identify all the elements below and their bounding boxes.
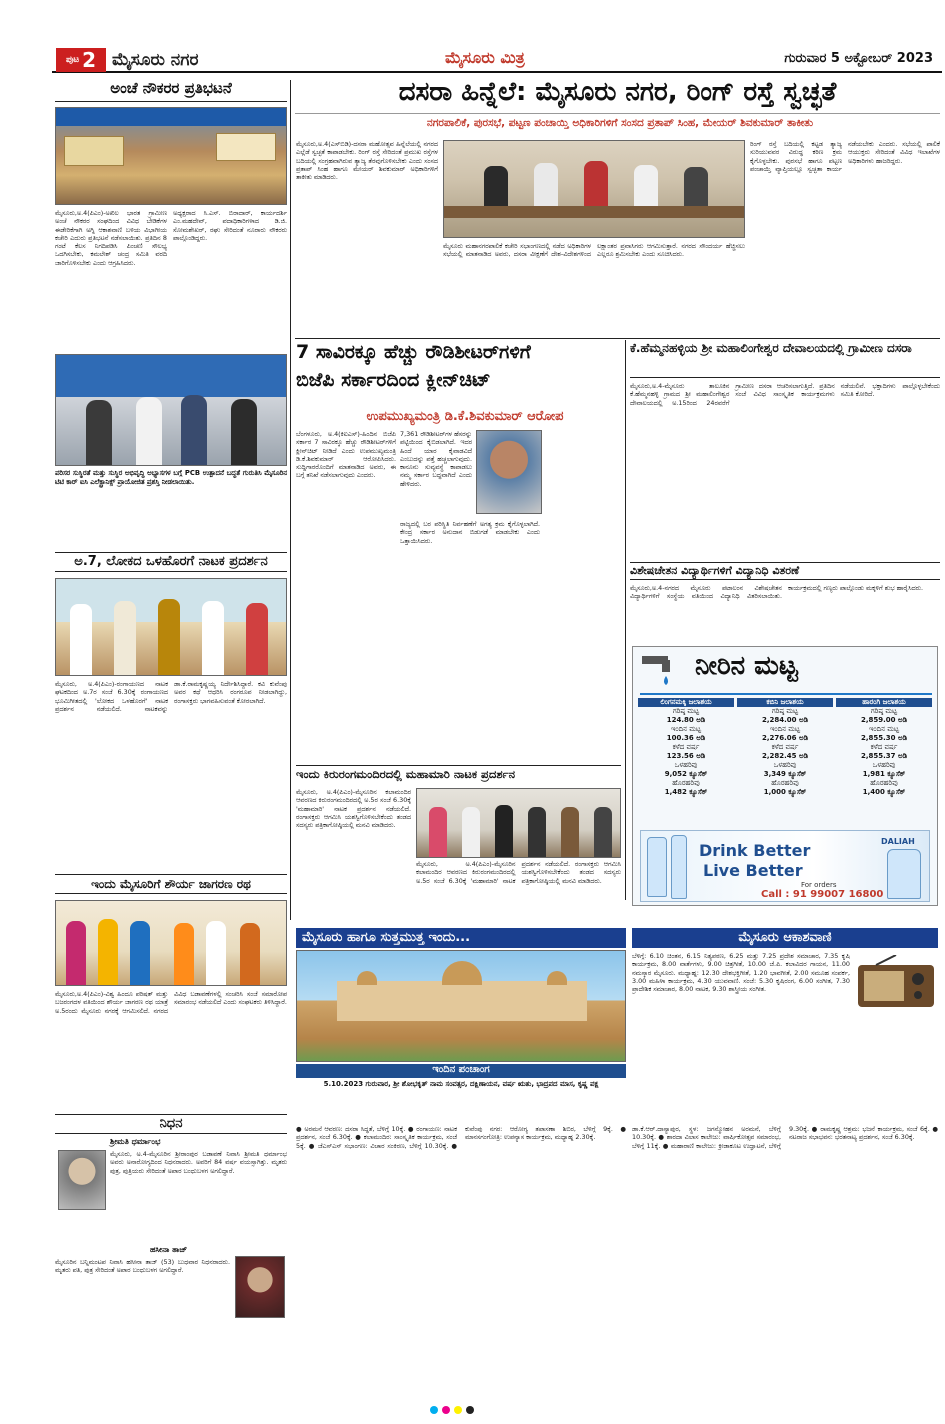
lead-bottom-rule xyxy=(295,338,940,339)
dam-2-outflow: 1,000 ಕ್ಯೂಸೆಕ್ xyxy=(763,788,807,796)
events-right: ಡಾ.ಕೆ.ಆರ್.ದಾಸ್ಯಾಪುರ, ಸ್ಥಳ: ಜಗನ್ಮೋಹನ ಅರಮನೆ, ಬೆಳಿಗ್ಗೆ 10.30ಕ್ಕೆ. ● ಶಾರದಾ ವಿಲಾಸ ಕಾಲೇಜು: ವಾರ್ಷಿಕೋತ್ಸವ ಸಮಾರಂಭ, ಬೆಳಿಗ್ಗೆ 11ಕ್ಕೆ. ● ಮಹಾರಾಣಿ ಕಾಲೇಜು: ಕ್ರೀಡಾಕೂಟ ಉದ್ಘಾಟನೆ, ಬೆಳಿಗ್ಗೆ 9.30ಕ್ಕೆ. ● ರಾಮಕೃಷ್ಣ ಆಶ್ರಮ: ಭಜನೆ ಕಾರ್ಯಕ್ರಮ, ಸಂಜೆ 6ಕ್ಕೆ. ● ನಟರಾಜ ಸಭಾಭವನ: ಭರತನಾಟ್ಯ ಪ್ರದರ್ಶನ, ಸಂಜೆ 6.30ಕ್ಕೆ. xyxy=(632,1125,938,1150)
water-col-2 xyxy=(737,698,833,797)
lead-meeting-photo xyxy=(443,140,745,238)
dam-2-last: 2,282.45 ಅಡಿ xyxy=(761,752,808,760)
dam-2-outflow-label: ಹೊರಹರಿವು xyxy=(771,779,799,787)
panchanga-title: ಇಂದಿನ ಪಂಚಾಂಗ xyxy=(296,1064,626,1078)
page-tag xyxy=(56,48,106,72)
ad-brand: DALIAH xyxy=(881,837,915,846)
dam-1-today-label: ಇಂದಿನ ಮಟ್ಟ xyxy=(670,725,702,733)
story2-headline-1: 7 ಸಾವಿರಕ್ಕೂ ಹೆಚ್ಚು ರೌಡಿಶೀಟರ್‌ಗಳಿಗೆ xyxy=(296,342,531,363)
obituary-1-text: ಮೈಸೂರು, ಅ.4-ಮೈಸೂರಿನ ಶ್ರೀರಾಂಪುರ ಬಡಾವಣೆ ನಿವಾಸಿ ಶ್ರೀಮತಿ ಧರ್ಮಾಂಭ ಅವರು ಅನಾರೋಗ್ಯದಿಂದ ನಿಧನರಾದರು. ಅವರಿಗೆ 84 ವರ್ಷ ವಯಸ್ಸಾಗಿತ್ತು. ಮೃತರು ಪುತ್ರ, ಪುತ್ರಿಯರು ಸೇರಿದಂತೆ ಅಪಾರ ಬಂಧುಬಳಗ ಅಗಲಿದ್ದಾರೆ. xyxy=(110,1150,287,1175)
dam-1-last-label: ಕಳೆದ ವರ್ಷ xyxy=(672,743,700,751)
dam-3-max-label: ಗರಿಷ್ಠ ಮಟ್ಟ xyxy=(870,707,898,715)
rath-text: ಮೈಸೂರು,ಅ.4(ಪಿಎಂ)-ವಿಶ್ವ ಹಿಂದೂ ಪರಿಷತ್ ಮತ್ತು ಬಜರಂಗದಳ ವತಿಯಿಂದ ಶೌರ್ಯ ಜಾಗರಣ ರಥ ಯಾತ್ರೆ ಅ.5ರಂದು ಮೈಸೂರು ನಗರಕ್ಕೆ ಆಗಮಿಸಲಿದೆ. ನಗರದ ವಿವಿಧ ಬಡಾವಣೆಗಳಲ್ಲಿ ಸಂಚರಿಸಿ ಸಂಜೆ ಸಮಾರೋಪ ಸಮಾರಂಭ ನಡೆಯಲಿದೆ ಎಂದು ಸಂಘಟಕರು ತಿಳಿಸಿದ್ದಾರೆ. xyxy=(55,990,287,1015)
vidyanidhi-headline: ವಿಶೇಷಚೇತನ ವಿದ್ಯಾರ್ಥಿಗಳಿಗೆ ವಿದ್ಯಾನಿಧಿ ವಿತರಣೆ xyxy=(630,564,800,577)
dam-3-name: ಹಾರಂಗಿ ಜಲಾಶಯ xyxy=(836,698,932,707)
paper-name: ಮೈಸೂರು ಮಿತ್ರ xyxy=(445,48,525,67)
radio-text: ಬೆಳಿಗ್ಗೆ: 6.10 ಚಿಂತನ, 6.15 ನಿತ್ಯಪಠಣ, 6.25 ಮತ್ತು 7.25 ಪ್ರದೇಶ ಸಮಾಚಾರ, 7.35 ಕೃಷಿ ಕಾರ್ಯಕ್ರಮ, 8.00 ವಾರ್ತೆಗಳು, 9.00 ಚಿತ್ರಗೀತೆ, 10.00 ಜೆ.ಪಿ. ಕಲಾವಿದರ ಗಾಯನ, 11.00 ನಮಸ್ಕಾರ ಮೈಸೂರು. ಮಧ್ಯಾಹ್ನ: 12.30 ದೇಶಭಕ್ತಿಗೀತೆ, 1.20 ಭಾವಗೀತೆ, 2.00 ಸಮೂಹ ಸಂಪರ್ಕ, 3.00 ಮಹಿಳಾ ಕಾರ್ಯಕ್ರಮ, 4.30 ಯುವವಾಣಿ. ಸಂಜೆ: 5.30 ಕೃಷಿರಂಗ, 6.00 ಸಂಗೀತ, 7.30 ಪ್ರಾದೇಶಿಕ ಸಮಾಚಾರ, 8.00 ನಾಟಕ, 9.30 ಶಾಸ್ತ್ರೀಯ ಸಂಗೀತ. xyxy=(632,952,850,994)
water-line xyxy=(640,693,932,695)
bottom-header: ಮೈಸೂರು ಹಾಗೂ ಸುತ್ತಮುತ್ತ ಇಂದು... xyxy=(296,928,626,948)
drama-text: ಮೈಸೂರು, ಅ.4(ಪಿಎಂ)-ರಂಗಾಯಣದ ನಾಟಕ ಘಟಕದಿಂದ ಅ.7ರ ಸಂಜೆ 6.30ಕ್ಕೆ ರಂಗಾಯಣದ ಭೂಮಿಗೀತದಲ್ಲಿ 'ಲೋಕದ ಒಳಹೊರಗೆ' ನಾಟಕ ಪ್ರದರ್ಶನ ನಡೆಯಲಿದೆ. ನಾಟಕವನ್ನು ಡಾ.ಕೆ.ರಾಮಕೃಷ್ಣಯ್ಯ ನಿರ್ದೇಶಿಸಿದ್ದಾರೆ. ಕವಿ ಕುವೆಂಪು ಅವರ ಕಥೆ ಆಧರಿಸಿ ರಂಗರೂಪ ನೀಡಲಾಗಿದ್ದು, ರಂಗಾಸಕ್ತರು ಭಾಗವಹಿಸುವಂತೆ ಕೋರಲಾಗಿದೆ. xyxy=(55,680,287,713)
dam-1-outflow: 1,482 ಕ್ಯೂಸೆಕ್ xyxy=(664,788,708,796)
left-h1-box xyxy=(55,80,287,102)
section-name: ಮೈಸೂರು ನಗರ xyxy=(112,50,199,70)
postal-protest-headline: ಅಂಚೆ ನೌಕರರ ಪ್ರತಿಭಟನೆ xyxy=(110,80,232,97)
dam-1-today: 100.36 ಅಡಿ xyxy=(666,734,706,742)
rath-headline: ಇಂದು ಮೈಸೂರಿಗೆ ಶೌರ್ಯ ಜಾಗರಣ ರಥ xyxy=(91,877,251,891)
lead-sub-box xyxy=(300,117,940,135)
water-col-3 xyxy=(836,698,932,797)
registration-marks xyxy=(430,1406,510,1414)
radio-icon xyxy=(856,955,936,1011)
dam-3-today-label: ಇಂದಿನ ಮಟ್ಟ xyxy=(868,725,900,733)
dam-2-last-label: ಕಳೆದ ವರ್ಷ xyxy=(771,743,799,751)
story3-text: ಮೈಸೂರು, ಅ.4(ಪಿಎಂ)-ಮೈಸೂರಿನ ಕಲಾಮಂದಿರ ಆವರಣದ ಕಿರುರಂಗಮಂದಿರದಲ್ಲಿ ಅ.5ರ ಸಂಜೆ 6.30ಕ್ಕೆ 'ಮಹಾಮಾರಿ' ನಾಟಕ ಪ್ರದರ್ಶನ ನಡೆಯಲಿದೆ. ರಂಗಾಸಕ್ತರು ಆಗಮಿಸಿ ಯಶಸ್ವಿಗೊಳಿಸಬೇಕೆಂದು ತಂಡದ ಸದಸ್ಯರು ಪತ್ರಿಕಾಗೋಷ್ಠಿಯಲ್ಲಿ ಮನವಿ ಮಾಡಿದರು. xyxy=(296,788,411,830)
water-bottle-icon xyxy=(887,849,921,899)
dam-2-max: 2,284.00 ಅಡಿ xyxy=(761,716,808,724)
water-ad xyxy=(640,830,930,902)
dam-2-max-label: ಗರಿಷ್ಠ ಮಟ್ಟ xyxy=(771,707,799,715)
story2-text-1: ಬೆಂಗಳೂರು, ಅ.4(ಕಿಐಎಸ್)-ಹಿಂದಿನ ಬಿಜೆಪಿ ಸರ್ಕಾರ 7 ಸಾವಿರಕ್ಕೂ ಹೆಚ್ಚು ರೌಡಿಶೀಟರ್‌ಗಳಿಗೆ ಕ್ಲೀನ್‌ಚಿಟ್ ನೀಡಿದೆ ಎಂದು ಉಪಮುಖ್ಯಮಂತ್ರಿ ಡಿ.ಕೆ.ಶಿವಕುಮಾರ್ ಆರೋಪಿಸಿದರು. ಸುದ್ದಿಗಾರರೊಂದಿಗೆ ಮಾತನಾಡಿದ ಅವರು, ಈ ಬಗ್ಗೆ ತನಿಖೆ ನಡೆಸಲಾಗುವುದು ಎಂದರು. xyxy=(296,430,396,480)
ad-line-1: Drink Better xyxy=(699,841,811,860)
postal-protest-text-2: ಅಧ್ಯಕ್ಷರಾದ ಸಿ.ಎಸ್. ಬಿರಾದಾರ್, ಕಾರ್ಯದರ್ಶಿ ಎಂ.ಮಹದೇವ್, ಪದಾಧಿಕಾರಿಗಳಾದ ಡಿ.ಜಿ. ಸೋಮಶೇಖರ್, ರಘು ಸೇರಿದಂತೆ ನೂರಾರು ನೌಕರರು ಪಾಲ್ಗೊಂಡಿದ್ದರು. xyxy=(173,209,287,242)
lead-text-1: ಮೈಸೂರು,ಅ.4(ಎಸ್‌ಬಿಡಿ)-ದಸರಾ ಮಹೋತ್ಸವ ಹಿನ್ನೆಲೆಯಲ್ಲಿ ನಗರದ ಎಲ್ಲೆಡೆ ಸ್ವಚ್ಛತೆ ಕಾಪಾಡಬೇಕು. ರಿಂಗ್ ರಸ್ತೆ ಸೇರಿದಂತೆ ಪ್ರಮುಖ ರಸ್ತೆಗಳ ಬದಿಯಲ್ಲಿ ಸಂಗ್ರಹವಾಗಿರುವ ತ್ಯಾಜ್ಯ ತೆರವುಗೊಳಿಸಬೇಕು ಎಂದು ಸಂಸದ ಪ್ರತಾಪ್ ಸಿಂಹ ಹಾಗೂ ಮೇಯರ್ ಶಿವಕುಮಾರ್ ಅಧಿಕಾರಿಗಳಿಗೆ ತಾಕೀತು ಮಾಡಿದರು. xyxy=(296,140,438,182)
story2-text-2: 7,361 ರೌಡಿಶೀಟರ್‌ಗಳ ಹೆಸರನ್ನು ಪಟ್ಟಿಯಿಂದ ಕೈಬಿಡಲಾಗಿದೆ. ಇದರ ಹಿಂದೆ ಯಾರ ಕೈವಾಡವಿದೆ ಎಂಬುದನ್ನು ಪತ್ತೆ ಹಚ್ಚಲಾಗುವುದು. ಕಾನೂನು ಸುವ್ಯವಸ್ಥೆ ಕಾಪಾಡಲು ನಮ್ಮ ಸರ್ಕಾರ ಬದ್ಧವಾಗಿದೆ ಎಂದು ಹೇಳಿದರು. xyxy=(400,430,472,488)
dam-2-today-label: ಇಂದಿನ ಮಟ್ಟ xyxy=(769,725,801,733)
dam-1-inflow: 9,052 ಕ್ಯೂಸೆಕ್ xyxy=(664,770,708,778)
drama-headline: ಅ.7, ಲೋಕದ ಒಳಹೊರಗೆ ನಾಟಕ ಪ್ರದರ್ಶನ xyxy=(74,554,268,569)
radio-header: ಮೈಸೂರು ಆಕಾಶವಾಣಿ xyxy=(632,928,938,948)
story2-subheadline: ಉಪಮುಖ್ಯಮಂತ್ರಿ ಡಿ.ಕೆ.ಶಿವಕುಮಾರ್ ಆರೋಪ xyxy=(366,410,564,424)
water-level-title: ನೀರಿನ ಮಟ್ಟ xyxy=(695,651,798,681)
dam-1-outflow-label: ಹೊರಹರಿವು xyxy=(672,779,700,787)
left-h3-box xyxy=(55,874,287,894)
mysore-palace-photo xyxy=(296,950,626,1062)
award-caption: ಪರಿಸರ ಸುಸ್ಥಿರತೆ ಮತ್ತು ಸುಸ್ಥಿರ ಅಭಿವೃದ್ಧಿ ಅಭ್ಯಾಸಗಳ ಬಗ್ಗೆ PCB ಉತ್ಪಾದನೆ ಬದ್ಧತೆ ಗುರುತಿಸಿ ಮೈಸೂರಿನ ಟಿಟಿ ಕಾರ್ ಐಸಿ ಎಲೆಕ್ಟ್ರಾನಿಕ್ಸ್ ಪ್ರಾಯೋಜಿತ ಪ್ರಶಸ್ತಿ ನೀಡಲಾಯಿತು. xyxy=(55,469,287,486)
story3-headline: ಇಂದು ಕಿರುರಂಗಮಂದಿರದಲ್ಲಿ ಮಹಾಮಾರಿ ನಾಟಕ ಪ್ರದರ್ಶನ xyxy=(296,767,515,781)
events-left: ● ಅರಮನೆ ಆವರಣ: ದಸರಾ ಸಿದ್ಧತೆ, ಬೆಳಿಗ್ಗೆ 10ಕ್ಕೆ. ● ರಂಗಾಯಣ: ನಾಟಕ ಪ್ರದರ್ಶನ, ಸಂಜೆ 6.30ಕ್ಕೆ. ● ಕಲಾಮಂದಿರ: ಸಾಂಸ್ಕೃತಿಕ ಕಾರ್ಯಕ್ರಮ, ಸಂಜೆ 5ಕ್ಕೆ. ● ಜೆಎಸ್‌ಎಸ್ ಸಭಾಂಗಣ: ವಿಚಾರ ಸಂಕಿರಣ, ಬೆಳಿಗ್ಗೆ 10.30ಕ್ಕೆ. ● ಕುವೆಂಪು ನಗರ: ಆರೋಗ್ಯ ತಪಾಸಣಾ ಶಿಬಿರ, ಬೆಳಿಗ್ಗೆ 9ಕ್ಕೆ. ● ಮಾನಸಗಂಗೋತ್ರಿ: ಉಪನ್ಯಾಸ ಕಾರ್ಯಕ್ರಮ, ಮಧ್ಯಾಹ್ನ 2.30ಕ್ಕೆ. xyxy=(296,1125,626,1150)
dam-2-inflow-label: ಒಳಹರಿವು xyxy=(773,761,797,769)
lead-subheadline: ನಗರಪಾಲಿಕೆ, ಪುರಸಭೆ, ಪಟ್ಟಣ ಪಂಚಾಯ್ತಿ ಅಧಿಕಾರಿಗಳಿಗೆ ಸಂಸದ ಪ್ರತಾಪ್ ಸಿಂಹ, ಮೇಯರ್ ಶಿವಕುಮಾರ್ ತಾಕೀತು xyxy=(426,117,814,129)
dam-2-inflow: 3,349 ಕ್ಯೂಸೆಕ್ xyxy=(763,770,807,778)
story2-headline-2: ಬಿಜೆಪಿ ಸರ್ಕಾರದಿಂದ ಕ್ಲೀನ್‌ಚಿಟ್ xyxy=(296,368,491,391)
story3-headline-box xyxy=(296,765,621,783)
obituary-2-text: ಮೈಸೂರಿನ ಬನ್ನಿಮಂಟಪ ನಿವಾಸಿ ಹಸೀನಾ ತಾಜ್ (53) ಬುಧವಾರ ನಿಧನರಾದರು. ಮೃತರು ಪತಿ, ಪುತ್ರ ಸೇರಿದಂತೆ ಅಪಾರ ಬಂಧುಬಳಗ ಅಗಲಿದ್ದಾರೆ. xyxy=(55,1258,230,1275)
right-h1-box xyxy=(630,342,940,378)
dam-2-name: ಕಬಿನಿ ಜಲಾಶಯ xyxy=(737,698,833,707)
left-h4-box xyxy=(55,1114,287,1134)
postal-protest-text-1: ಮೈಸೂರು,ಅ.4(ಪಿಎಂ)-ಅಖಿಲ ಭಾರತ ಗ್ರಾಮೀಣ ಅಂಚೆ ನೌಕರರ ಸಂಘದಿಂದ ವಿವಿಧ ಬೇಡಿಕೆಗಳ ಈಡೇರಿಕೆಗಾಗಿ ಅಗ್ನಿ ಆಕಾಶವಾಣಿ ಬಳಿಯ ವಿಭಾಗೀಯ ಕಚೇರಿ ಎದುರು ಪ್ರತಿಭಟನೆ ನಡೆಸಲಾಯಿತು. ಪ್ರತಿದಿನ 8 ಗಂಟೆ ಕೆಲಸ ನಿಗದಿಪಡಿಸಿ ಪಿಂಚಣಿ ಸೌಲಭ್ಯ ಒದಗಿಸಬೇಕು, ಕಮಲೇಶ್ ಚಂದ್ರ ಸಮಿತಿ ವರದಿ ಜಾರಿಗೊಳಿಸಬೇಕು ಎಂದು ಆಗ್ರಹಿಸಿದರು. xyxy=(55,209,167,267)
dam-1-max: 124.80 ಅಡಿ xyxy=(666,716,706,724)
dam-3-outflow: 1,400 ಕ್ಯೂಸೆಕ್ xyxy=(862,788,906,796)
story2-text-3: ರಾಜ್ಯದಲ್ಲಿ ಬರ ಪರಿಸ್ಥಿತಿ ನಿರ್ವಹಣೆಗೆ ಅಗತ್ಯ ಕ್ರಮ ಕೈಗೊಳ್ಳಲಾಗಿದೆ. ಕೇಂದ್ರ ಸರ್ಕಾರ ಅನುದಾನ ಬಿಡುಗಡೆ ಮಾಡಬೇಕು ಎಂದು ಒತ್ತಾಯಿಸಿದರು. xyxy=(400,520,540,545)
story2-headline-box xyxy=(296,342,621,408)
obituary-1-photo xyxy=(58,1150,106,1210)
right-h2-box xyxy=(630,562,940,580)
obituary-1-name: ಶ್ರೀಮತಿ ಧರ್ಮಾಂಭ xyxy=(110,1137,161,1146)
dam-1-last: 123.56 ಅಡಿ xyxy=(666,752,706,760)
obituary-headline: ನಿಧನ xyxy=(159,1116,183,1131)
dam-2-today: 2,276.06 ಅಡಿ xyxy=(761,734,808,742)
dam-3-inflow-label: ಒಳಹರಿವು xyxy=(872,761,896,769)
water-col-1 xyxy=(638,698,734,797)
dam-3-max: 2,859.00 ಅಡಿ xyxy=(860,716,907,724)
column-rule xyxy=(290,80,291,920)
story3-text-2: ಮೈಸೂರು, ಅ.4(ಪಿಎಂ)-ಮೈಸೂರಿನ ಕಲಾಮಂದಿರ ಆವರಣದ ಕಿರುರಂಗಮಂದಿರದಲ್ಲಿ ಅ.5ರ ಸಂಜೆ 6.30ಕ್ಕೆ 'ಮಹಾಮಾರಿ' ನಾಟಕ ಪ್ರದರ್ಶನ ನಡೆಯಲಿದೆ. ರಂಗಾಸಕ್ತರು ಆಗಮಿಸಿ ಯಶಸ್ವಿಗೊಳಿಸಬೇಕೆಂದು ತಂಡದ ಸದಸ್ಯರು ಪತ್ರಿಕಾಗೋಷ್ಠಿಯಲ್ಲಿ ಮನವಿ ಮಾಡಿದರು. xyxy=(416,860,621,885)
page-number: 2 xyxy=(82,48,97,72)
dam-3-outflow-label: ಹೊರಹರಿವು xyxy=(870,779,898,787)
protest-photo xyxy=(55,107,287,205)
dam-3-today: 2,855.30 ಅಡಿ xyxy=(860,734,907,742)
award-photo xyxy=(55,354,287,466)
gramin-dasara-headline: ಕೆ.ಹೆಮ್ಮನಹಳ್ಳಿಯ ಶ್ರೀ ಮಹಾಲಿಂಗೇಶ್ವರ ದೇವಾಲಯದಲ್ಲಿ ಗ್ರಾಮೀಣ ದಸರಾ xyxy=(630,342,912,355)
ad-sub: For orders xyxy=(801,881,837,889)
left-h2-box xyxy=(55,552,287,572)
obituary-2-photo xyxy=(235,1256,285,1318)
date-line: ಗುರುವಾರ 5 ಅಕ್ಟೋಬರ್ 2023 xyxy=(784,51,933,66)
dam-1-name: ಲಿಂಗನಮಕ್ಕಿ ಜಲಾಶಯ xyxy=(638,698,734,707)
rath-photo xyxy=(55,900,287,986)
dam-3-last-label: ಕಳೆದ ವರ್ಷ xyxy=(870,743,898,751)
water-tap-icon xyxy=(640,652,680,688)
dam-1-max-label: ಗರಿಷ್ಠ ಮಟ್ಟ xyxy=(672,707,700,715)
mahamari-photo xyxy=(416,788,621,858)
drama-release-photo xyxy=(55,578,287,676)
lead-headline: ದಸರಾ ಹಿನ್ನೆಲೆ: ಮೈಸೂರು ನಗರ, ರಿಂಗ್ ರಸ್ತೆ ಸ್ವಚ್ಛತೆ xyxy=(398,78,837,107)
gramin-dasara-text: ಮೈಸೂರು,ಅ.4-ಮೈಸೂರು ತಾಲೂಕಿನ ಕೆ.ಹೆಮ್ಮನಹಳ್ಳಿ ಗ್ರಾಮದ ಶ್ರೀ ಮಹಾಲಿಂಗೇಶ್ವರ ದೇವಾಲಯದಲ್ಲಿ ಅ.15ರಿಂದ 24ರವರೆಗೆ ಗ್ರಾಮೀಣ ದಸರಾ ಆಚರಿಸಲಾಗುತ್ತಿದೆ. ಪ್ರತಿದಿನ ಸಂಜೆ ವಿವಿಧ ಸಾಂಸ್ಕೃತಿಕ ಕಾರ್ಯಕ್ರಮಗಳು ನಡೆಯಲಿವೆ. ಭಕ್ತಾದಿಗಳು ಪಾಲ್ಗೊಳ್ಳಬೇಕೆಂದು ಸಮಿತಿ ಕೋರಿದೆ. xyxy=(630,382,940,407)
ad-phone: Call : 91 99007 16800 xyxy=(761,889,884,900)
dam-3-inflow: 1,981 ಕ್ಯೂಸೆಕ್ xyxy=(862,770,906,778)
obituary-2-name: ಹಸೀನಾ ತಾಜ್ xyxy=(150,1245,188,1254)
story2-sub-box xyxy=(310,410,620,426)
vidyanidhi-text: ಮೈಸೂರು,ಅ.4-ನಗರದ ಮೈಸೂರು ಪಟಾಲಂನ ವಿಶೇಷಚೇತನ ವಿದ್ಯಾರ್ಥಿಗಳಿಗೆ ಸಂಸ್ಥೆಯ ವತಿಯಿಂದ ವಿದ್ಯಾನಿಧಿ ವಿತರಿಸಲಾಯಿತು. ಕಾರ್ಯಕ್ರಮದಲ್ಲಿ ಗಣ್ಯರು ಪಾಲ್ಗೊಂಡು ಮಕ್ಕಳಿಗೆ ಶುಭ ಹಾರೈಸಿದರು. xyxy=(630,584,924,601)
panchanga-line: 5.10.2023 ಗುರುವಾರ, ಶ್ರೀ ಶೋಭಕೃತ್ ನಾಮ ಸಂವತ್ಸರ, ದಕ್ಷಿಣಾಯನ, ವರ್ಷ ಋತು, ಭಾದ್ರಪದ ಮಾಸ, ಕೃಷ್ಣ ಪಕ್ಷ xyxy=(323,1080,599,1088)
lead-headline-box xyxy=(295,78,940,114)
dk-shivakumar-photo xyxy=(476,430,542,514)
column-rule-2 xyxy=(625,340,626,900)
lead-text-2: ಮೈಸೂರು ಮಹಾನಗರಪಾಲಿಕೆ ಕಚೇರಿ ಸಭಾಂಗಣದಲ್ಲಿ ನಡೆದ ಅಧಿಕಾರಿಗಳ ಸಭೆಯಲ್ಲಿ ಮಾತನಾಡಿದ ಅವರು, ದಸರಾ ವೀಕ್ಷಣೆಗೆ ದೇಶ-ವಿದೇಶಗಳಿಂದ ಲಕ್ಷಾಂತರ ಪ್ರವಾಸಿಗರು ಆಗಮಿಸುತ್ತಾರೆ. ನಗರದ ಸೌಂದರ್ಯ ಹೆಚ್ಚಿಸಲು ಎಲ್ಲರೂ ಶ್ರಮಿಸಬೇಕು ಎಂದು ಸೂಚಿಸಿದರು. xyxy=(443,242,745,259)
lead-text-3: ರಿಂಗ್ ರಸ್ತೆ ಬದಿಯಲ್ಲಿ ಕಟ್ಟಡ ತ್ಯಾಜ್ಯ ಸುರಿಯುವವರ ವಿರುದ್ಧ ಕಠಿಣ ಕ್ರಮ ಕೈಗೊಳ್ಳಬೇಕು. ಪುರಸಭೆ ಹಾಗೂ ಪಟ್ಟಣ ಪಂಚಾಯ್ತಿ ವ್ಯಾಪ್ತಿಯಲ್ಲೂ ಸ್ವಚ್ಛತಾ ಕಾರ್ಯ ನಡೆಯಬೇಕು ಎಂದರು. ಸಭೆಯಲ್ಲಿ ಪಾಲಿಕೆ ಆಯುಕ್ತರು ಸೇರಿದಂತೆ ವಿವಿಧ ಇಲಾಖೆಗಳ ಅಧಿಕಾರಿಗಳು ಹಾಜರಿದ್ದರು. xyxy=(750,140,940,173)
ad-line-2: Live Better xyxy=(703,861,803,880)
dam-3-last: 2,855.37 ಅಡಿ xyxy=(860,752,907,760)
dam-1-inflow-label: ಒಳಹರಿವು xyxy=(674,761,698,769)
page-label: ಪುಟ xyxy=(65,55,80,65)
